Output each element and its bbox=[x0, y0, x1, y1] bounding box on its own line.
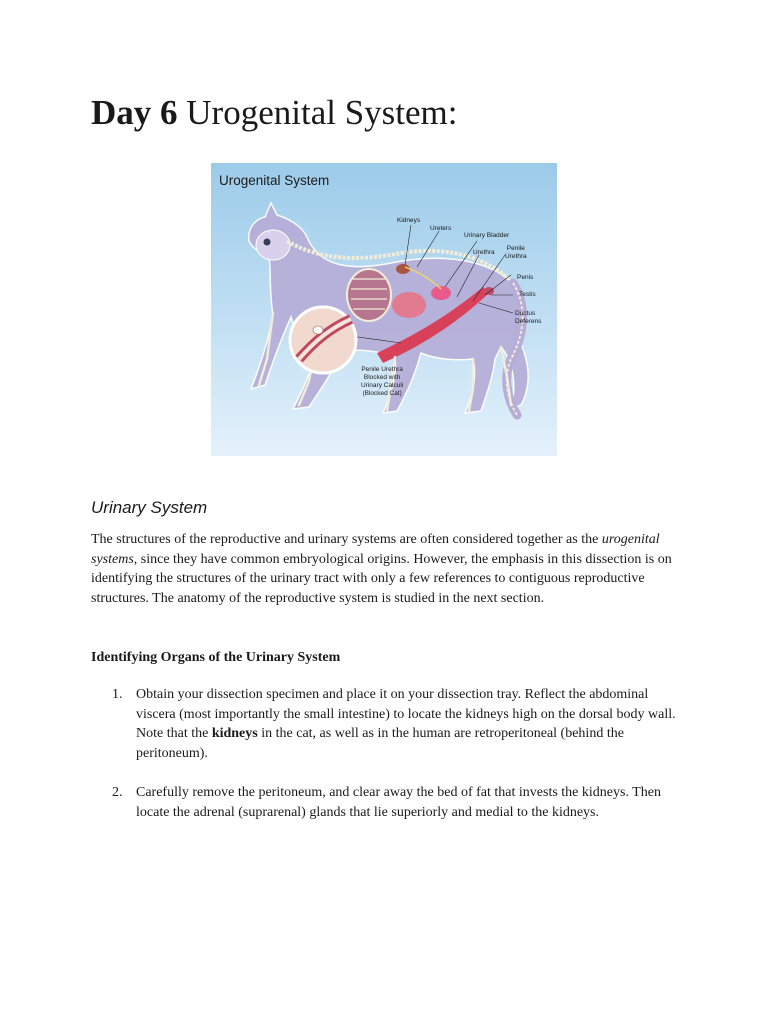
urogenital-illustration bbox=[211, 163, 557, 456]
label-ureters: Ureters bbox=[430, 225, 452, 232]
label-testis: Testis bbox=[519, 291, 536, 298]
steps-list bbox=[91, 685, 691, 841]
testis-organ bbox=[484, 287, 494, 295]
ribcage bbox=[347, 269, 391, 321]
intro-text-1: The structures of the reproductive and urinary systems are often considered together as the bbox=[91, 532, 599, 547]
identifying-heading: Identifying Organs of the Urinary System bbox=[91, 650, 341, 665]
label-penile-urethra-line-1: Penile bbox=[506, 245, 525, 252]
page-title-rest: Urogenital System: bbox=[186, 93, 458, 132]
label-penis: Penis bbox=[517, 274, 534, 281]
step-number: 1. bbox=[112, 687, 123, 702]
label-ductus-line-2: Deferens bbox=[515, 318, 542, 325]
page-title bbox=[91, 92, 458, 134]
label-ductus-line-1: Ductus bbox=[515, 310, 536, 317]
label-inset-line-4: (Blocked Cat) bbox=[362, 390, 402, 397]
step-text-cont: in the cat, as well as in the human are retroperitoneal (behind the peritoneum). bbox=[136, 726, 624, 762]
label-penile-urethra-line-2: Urethra bbox=[505, 253, 527, 260]
label-inset-line-3: Urinary Calculi bbox=[361, 382, 404, 389]
label-urethra: Urethra bbox=[473, 249, 495, 256]
intro-paragraph bbox=[91, 530, 691, 609]
label-penile-urethra bbox=[505, 245, 527, 261]
label-kidneys: Kidneys bbox=[397, 217, 421, 224]
skull bbox=[256, 230, 290, 260]
eye bbox=[264, 239, 271, 246]
figure-title: Urogenital System bbox=[219, 173, 330, 188]
step-text: Carefully remove the peritoneum, and clear away the bed of fat that invests the kidneys. Then locate the adrenal (suprarenal) glands that lie superiorly and medial to the kidneys. bbox=[136, 784, 661, 820]
section-heading: Urinary System bbox=[91, 498, 208, 517]
intestine-organ bbox=[392, 292, 426, 318]
step-number: 2. bbox=[112, 784, 123, 800]
page-title-day: Day 6 bbox=[91, 93, 178, 132]
label-inset-caption bbox=[361, 366, 403, 398]
cat-anatomy-drawing bbox=[211, 163, 557, 456]
label-inset-line-2: Blocked with bbox=[363, 374, 401, 381]
urinary-calculus bbox=[313, 326, 323, 334]
kidney-organ bbox=[396, 264, 410, 274]
label-inset-line-1: Penile Urethra bbox=[361, 366, 403, 373]
step-bold-term: kidneys bbox=[211, 726, 258, 742]
label-urinary-bladder: Urinary Bladder bbox=[464, 232, 510, 239]
list-item bbox=[91, 685, 691, 764]
label-ductus-deferens bbox=[515, 310, 541, 326]
step-text: Obtain your dissection specimen and place it on your dissection tray. Reflect the abdominal viscera (most importantly the small intestine) to locate the kidneys high on the dorsal body wall. Note that the bbox=[136, 687, 676, 742]
intro-text-2: , since they have common embryological origins. However, the emphasis in this dissection is on identifying the structures of the urinary tract with only a few references to contiguous reproductive structures. The anatomy of the reproductive system is studied in the next section. bbox=[91, 551, 672, 607]
intro-emphasis: urogenital systems bbox=[91, 532, 660, 567]
list-item bbox=[91, 783, 691, 822]
